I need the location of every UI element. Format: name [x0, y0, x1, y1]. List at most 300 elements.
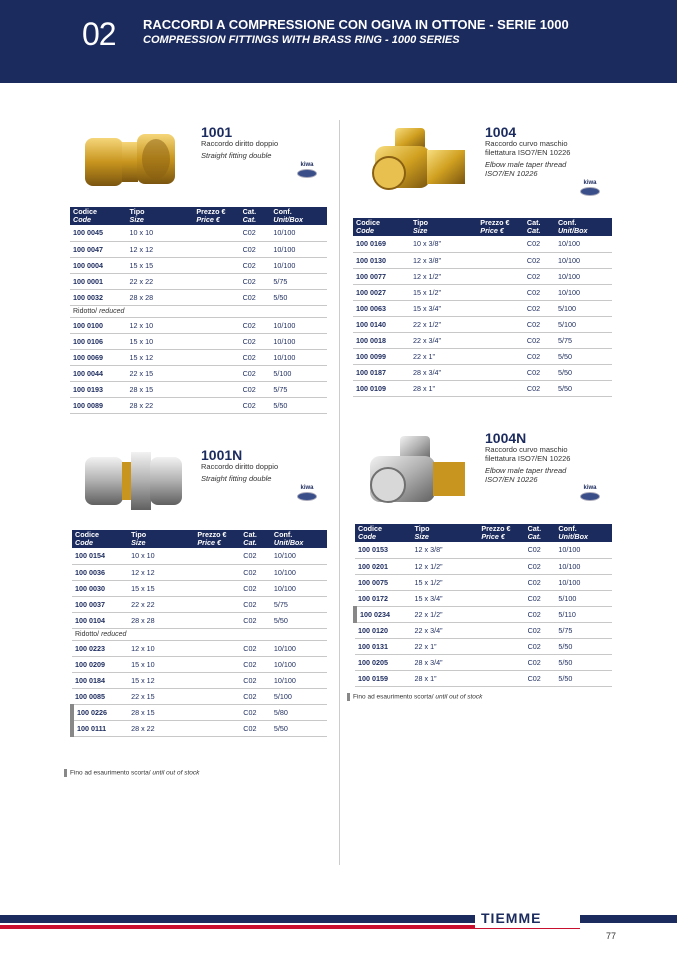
col-box: Conf. Unit/Box: [555, 218, 612, 236]
size-cell: 10 x 10: [127, 225, 194, 241]
price-cell: [194, 612, 240, 628]
size-cell: 22 x 1/2”: [410, 316, 477, 332]
price-cell: [194, 720, 240, 736]
table-row: [353, 284, 612, 300]
code-cell: 100 0187: [353, 364, 410, 380]
col-cat: Cat. Cat.: [240, 207, 271, 225]
size-cell: 22 x 22: [128, 596, 194, 612]
col-cat: Cat. Cat.: [524, 218, 555, 236]
cat-cell: C02: [524, 300, 555, 316]
cat-cell: C02: [240, 397, 271, 413]
kiwa-text: kiwa: [583, 180, 597, 186]
price-cell: [478, 638, 524, 654]
cat-cell: C02: [524, 380, 555, 396]
code-cell: 100 0104: [72, 612, 128, 628]
code-cell: 100 0032: [70, 289, 127, 305]
table-row: [353, 364, 612, 380]
box-cell: 10/100: [270, 241, 327, 257]
note-it: Fino ad esaurimento scorta/: [353, 693, 434, 701]
reduced-header: [70, 305, 327, 317]
table-row: [353, 252, 612, 268]
table-row: [70, 349, 327, 365]
cat-cell: C02: [240, 564, 271, 580]
size-cell: 10 x 10: [128, 548, 194, 564]
box-cell: 10/100: [270, 317, 327, 333]
table-row: [72, 704, 327, 720]
price-cell: [478, 606, 524, 622]
size-cell: 15 x 15: [127, 257, 194, 273]
kiwa-seal: [580, 492, 600, 501]
code-cell: 100 0172: [355, 590, 412, 606]
page-header: [0, 0, 677, 83]
kiwa-text: kiwa: [583, 485, 597, 491]
code-cell: 100 0045: [70, 225, 127, 241]
price-cell: [193, 333, 239, 349]
cat-cell: C02: [240, 317, 271, 333]
cat-cell: C02: [240, 640, 271, 656]
reduced-header: [72, 628, 327, 640]
box-cell: 10/100: [271, 564, 327, 580]
cat-cell: C02: [525, 670, 556, 686]
size-cell: 15 x 12: [128, 672, 194, 688]
product-image-1004N: [355, 428, 475, 518]
code-cell: 100 0120: [355, 622, 412, 638]
size-cell: 15 x 1/2”: [412, 574, 479, 590]
cat-cell: C02: [525, 590, 556, 606]
kiwa-logo: [295, 485, 319, 507]
kiwa-logo: [578, 485, 602, 507]
size-cell: 12 x 10: [128, 640, 194, 656]
price-cell: [477, 236, 524, 252]
code-cell: 100 0159: [355, 670, 412, 686]
table-header: [70, 207, 327, 225]
code-cell: 100 0100: [70, 317, 127, 333]
kiwa-text: kiwa: [300, 162, 314, 168]
table-row: [353, 268, 612, 284]
table-row: [355, 654, 612, 670]
table-row: [355, 542, 612, 558]
reduced-label: Ridotto/ reduced: [70, 305, 327, 317]
price-cell: [193, 225, 239, 241]
box-cell: 5/50: [555, 348, 612, 364]
price-cell: [193, 273, 239, 289]
box-cell: 5/50: [270, 289, 327, 305]
desc-en-2: ISO7/EN 10226: [485, 169, 538, 178]
product-title-1001: 1001: [201, 124, 233, 140]
box-cell: 10/100: [271, 640, 327, 656]
table-row: [70, 397, 327, 413]
box-cell: 5/50: [555, 670, 612, 686]
price-cell: [477, 284, 524, 300]
box-cell: 10/100: [555, 542, 612, 558]
cat-cell: C02: [240, 672, 271, 688]
box-cell: 10/100: [271, 580, 327, 596]
cat-cell: C02: [240, 580, 271, 596]
table-header: [353, 218, 612, 236]
table-row: [353, 236, 612, 252]
col-size: Tipo Size: [127, 207, 194, 225]
product-title-1004N: 1004N: [485, 430, 527, 446]
code-cell: 100 0069: [70, 349, 127, 365]
price-cell: [194, 596, 240, 612]
cat-cell: C02: [240, 257, 271, 273]
price-cell: [194, 564, 240, 580]
table-row: [72, 548, 327, 564]
table-1001: [70, 207, 327, 414]
cat-cell: C02: [524, 236, 555, 252]
code-cell: 100 0154: [72, 548, 128, 564]
price-cell: [477, 268, 524, 284]
box-cell: 10/100: [555, 284, 612, 300]
col-code: Codice Code: [70, 207, 127, 225]
size-cell: 22 x 1/2”: [412, 606, 479, 622]
col-price: Prezzo € Price €: [477, 218, 524, 236]
table-row: [72, 580, 327, 596]
col-size: Tipo Size: [412, 524, 479, 542]
price-cell: [477, 380, 524, 396]
cat-cell: C02: [525, 638, 556, 654]
page-title: RACCORDI A COMPRESSIONE CON OGIVA IN OTTONE - SERIE 1000: [143, 17, 569, 32]
box-cell: 10/100: [270, 225, 327, 241]
product-image-1004: [355, 118, 475, 203]
size-cell: 22 x 22: [127, 273, 194, 289]
table-1004N: [353, 524, 612, 687]
size-cell: 12 x 3/8”: [412, 542, 479, 558]
product-desc-1001: [201, 139, 278, 160]
price-cell: [193, 349, 239, 365]
code-cell: 100 0226: [72, 704, 128, 720]
size-cell: 15 x 10: [128, 656, 194, 672]
price-cell: [477, 348, 524, 364]
col-code: Codice Code: [355, 524, 412, 542]
cat-cell: C02: [240, 241, 271, 257]
table-row: [72, 612, 327, 628]
kiwa-seal: [580, 187, 600, 196]
desc-it-1: Raccordo curvo maschio: [485, 139, 568, 148]
table-row: [70, 273, 327, 289]
cat-cell: C02: [525, 574, 556, 590]
code-cell: 100 0018: [353, 332, 410, 348]
col-box: Conf. Unit/Box: [555, 524, 612, 542]
price-cell: [478, 558, 524, 574]
reduced-label: Ridotto/ reduced: [72, 628, 327, 640]
cat-cell: C02: [240, 365, 271, 381]
cat-cell: C02: [524, 348, 555, 364]
box-cell: 5/50: [271, 612, 327, 628]
code-cell: 100 0099: [353, 348, 410, 364]
price-cell: [477, 300, 524, 316]
box-cell: 5/100: [271, 688, 327, 704]
price-cell: [478, 654, 524, 670]
table-row: [353, 332, 612, 348]
size-cell: 22 x 3/4”: [412, 622, 479, 638]
price-cell: [194, 704, 240, 720]
cat-cell: C02: [524, 364, 555, 380]
code-cell: 100 0063: [353, 300, 410, 316]
table-row: [353, 316, 612, 332]
product-desc-1001N: [201, 462, 278, 483]
code-cell: 100 0001: [70, 273, 127, 289]
column-divider: [339, 120, 340, 865]
kiwa-logo: [578, 180, 602, 202]
size-cell: 15 x 10: [127, 333, 194, 349]
price-cell: [193, 257, 239, 273]
stock-marker: [347, 693, 350, 701]
note-en: until out of stock: [152, 769, 200, 777]
note-it: Fino ad esaurimento scorta/: [70, 769, 151, 777]
box-cell: 5/110: [555, 606, 612, 622]
desc-en-1: Elbow male taper thread: [485, 160, 567, 169]
table-row: [72, 596, 327, 612]
box-cell: 10/100: [555, 252, 612, 268]
stock-note: [64, 769, 199, 777]
size-cell: 22 x 1”: [410, 348, 477, 364]
table-row: [353, 348, 612, 364]
kiwa-text: kiwa: [300, 485, 314, 491]
size-cell: 12 x 10: [127, 317, 194, 333]
code-cell: 100 0234: [355, 606, 412, 622]
cat-cell: C02: [525, 606, 556, 622]
product-image-1001N: [75, 437, 190, 522]
code-cell: 100 0111: [72, 720, 128, 736]
table-row: [70, 317, 327, 333]
price-cell: [194, 580, 240, 596]
price-cell: [193, 317, 239, 333]
price-cell: [477, 364, 524, 380]
kiwa-logo: [295, 162, 319, 184]
box-cell: 5/75: [270, 381, 327, 397]
size-cell: 22 x 3/4”: [410, 332, 477, 348]
table-row: [355, 622, 612, 638]
code-cell: 100 0169: [353, 236, 410, 252]
table-row: [353, 380, 612, 396]
col-price: Prezzo € Price €: [194, 530, 240, 548]
table-row: [72, 656, 327, 672]
price-cell: [478, 542, 524, 558]
size-cell: 28 x 1”: [412, 670, 479, 686]
col-size: Tipo Size: [410, 218, 477, 236]
box-cell: 5/100: [555, 590, 612, 606]
cat-cell: C02: [525, 654, 556, 670]
price-cell: [193, 241, 239, 257]
code-cell: 100 0075: [355, 574, 412, 590]
price-cell: [194, 688, 240, 704]
col-size: Tipo Size: [128, 530, 194, 548]
price-cell: [478, 590, 524, 606]
size-cell: 28 x 15: [128, 704, 194, 720]
table-row: [355, 606, 612, 622]
desc-en: Straight fitting double: [201, 151, 272, 160]
code-cell: 100 0030: [72, 580, 128, 596]
table-row: [72, 564, 327, 580]
cat-cell: C02: [524, 316, 555, 332]
stock-marker: [64, 769, 67, 777]
cat-cell: C02: [240, 548, 271, 564]
code-cell: 100 0085: [72, 688, 128, 704]
size-cell: 22 x 1”: [412, 638, 479, 654]
stock-note: [347, 693, 482, 701]
code-cell: 100 0205: [355, 654, 412, 670]
code-cell: 100 0131: [355, 638, 412, 654]
table-row: [355, 670, 612, 686]
cat-cell: C02: [240, 381, 271, 397]
table-row: [72, 720, 327, 736]
product-desc-1004: [485, 139, 570, 178]
code-cell: 100 0106: [70, 333, 127, 349]
box-cell: 10/100: [271, 672, 327, 688]
size-cell: 28 x 3/4”: [410, 364, 477, 380]
page-number: 77: [606, 931, 617, 941]
col-code: Codice Code: [353, 218, 410, 236]
size-cell: 22 x 15: [128, 688, 194, 704]
cat-cell: C02: [240, 349, 271, 365]
code-cell: 100 0153: [355, 542, 412, 558]
col-cat: Cat. Cat.: [240, 530, 271, 548]
price-cell: [193, 397, 239, 413]
price-cell: [477, 252, 524, 268]
cat-cell: C02: [240, 289, 271, 305]
size-cell: 28 x 22: [128, 720, 194, 736]
product-image-1001: [70, 120, 190, 200]
table-row: [355, 638, 612, 654]
section-number: 02: [82, 16, 116, 52]
size-cell: 28 x 15: [127, 381, 194, 397]
size-cell: 15 x 12: [127, 349, 194, 365]
box-cell: 5/75: [555, 332, 612, 348]
table-row: [353, 300, 612, 316]
desc-it-2: filettatura ISO7/EN 10226: [485, 148, 571, 157]
box-cell: 10/100: [555, 558, 612, 574]
cat-cell: C02: [524, 268, 555, 284]
code-cell: 100 0184: [72, 672, 128, 688]
price-cell: [194, 640, 240, 656]
code-cell: 100 0089: [70, 397, 127, 413]
code-cell: 100 0047: [70, 241, 127, 257]
col-cat: Cat. Cat.: [525, 524, 556, 542]
size-cell: 22 x 15: [127, 365, 194, 381]
table-row: [72, 640, 327, 656]
price-cell: [478, 574, 524, 590]
table-1001N: [70, 530, 327, 737]
table-row: [70, 365, 327, 381]
cat-cell: C02: [240, 612, 271, 628]
cat-cell: C02: [240, 704, 271, 720]
box-cell: 5/75: [271, 596, 327, 612]
price-cell: [478, 670, 524, 686]
box-cell: 5/80: [271, 704, 327, 720]
price-cell: [193, 381, 239, 397]
col-price: Prezzo € Price €: [193, 207, 239, 225]
page-subtitle: COMPRESSION FITTINGS WITH BRASS RING - 1000 SERIES: [143, 34, 460, 46]
cat-cell: C02: [240, 225, 271, 241]
desc-en-1: Elbow male taper thread: [485, 466, 567, 475]
code-cell: 100 0140: [353, 316, 410, 332]
table-row: [70, 333, 327, 349]
cat-cell: C02: [525, 622, 556, 638]
col-box: Conf. Unit/Box: [271, 530, 327, 548]
box-cell: 10/100: [271, 656, 327, 672]
price-cell: [193, 365, 239, 381]
cat-cell: C02: [525, 558, 556, 574]
table-row: [70, 241, 327, 257]
box-cell: 10/100: [555, 574, 612, 590]
box-cell: 5/100: [270, 365, 327, 381]
table-header: [72, 530, 327, 548]
box-cell: 5/50: [270, 397, 327, 413]
price-cell: [477, 332, 524, 348]
col-code: Codice Code: [72, 530, 128, 548]
box-cell: 5/50: [555, 638, 612, 654]
box-cell: 5/50: [555, 364, 612, 380]
table-row: [355, 558, 612, 574]
col-box: Conf. Unit/Box: [270, 207, 327, 225]
size-cell: 28 x 28: [127, 289, 194, 305]
size-cell: 28 x 28: [128, 612, 194, 628]
cat-cell: C02: [524, 252, 555, 268]
box-cell: 10/100: [555, 268, 612, 284]
table-row: [355, 590, 612, 606]
size-cell: 15 x 1/2”: [410, 284, 477, 300]
size-cell: 10 x 3/8”: [410, 236, 477, 252]
col-price: Prezzo € Price €: [478, 524, 524, 542]
box-cell: 5/75: [270, 273, 327, 289]
desc-it: Raccordo diritto doppio: [201, 462, 279, 471]
code-cell: 100 0130: [353, 252, 410, 268]
code-cell: 100 0209: [72, 656, 128, 672]
box-cell: 10/100: [555, 236, 612, 252]
kiwa-seal: [297, 169, 317, 178]
size-cell: 12 x 12: [127, 241, 194, 257]
desc-it-2: filettatura ISO7/EN 10226: [485, 454, 571, 463]
brand-logo: TIEMME: [475, 910, 580, 928]
box-cell: 5/100: [555, 316, 612, 332]
code-cell: 100 0036: [72, 564, 128, 580]
box-cell: 10/100: [270, 349, 327, 365]
table-1004: [353, 218, 612, 397]
size-cell: 12 x 12: [128, 564, 194, 580]
size-cell: 28 x 22: [127, 397, 194, 413]
cat-cell: C02: [524, 332, 555, 348]
code-cell: 100 0027: [353, 284, 410, 300]
price-cell: [478, 622, 524, 638]
size-cell: 15 x 3/4”: [412, 590, 479, 606]
cat-cell: C02: [240, 688, 271, 704]
desc-it-1: Raccordo curvo maschio: [485, 445, 568, 454]
cat-cell: C02: [240, 273, 271, 289]
box-cell: 5/75: [555, 622, 612, 638]
box-cell: 5/50: [555, 380, 612, 396]
box-cell: 10/100: [271, 548, 327, 564]
size-cell: 12 x 3/8”: [410, 252, 477, 268]
price-cell: [194, 656, 240, 672]
note-en: until out of stock: [435, 693, 483, 701]
box-cell: 5/100: [555, 300, 612, 316]
cat-cell: C02: [240, 656, 271, 672]
cat-cell: C02: [524, 284, 555, 300]
size-cell: 12 x 1/2”: [412, 558, 479, 574]
table-row: [70, 381, 327, 397]
box-cell: 10/100: [270, 333, 327, 349]
table-header: [355, 524, 612, 542]
code-cell: 100 0037: [72, 596, 128, 612]
code-cell: 100 0223: [72, 640, 128, 656]
desc-en: Straight fitting double: [201, 474, 272, 483]
code-cell: 100 0044: [70, 365, 127, 381]
code-cell: 100 0201: [355, 558, 412, 574]
size-cell: 15 x 3/4”: [410, 300, 477, 316]
size-cell: 28 x 1”: [410, 380, 477, 396]
table-row: [72, 672, 327, 688]
